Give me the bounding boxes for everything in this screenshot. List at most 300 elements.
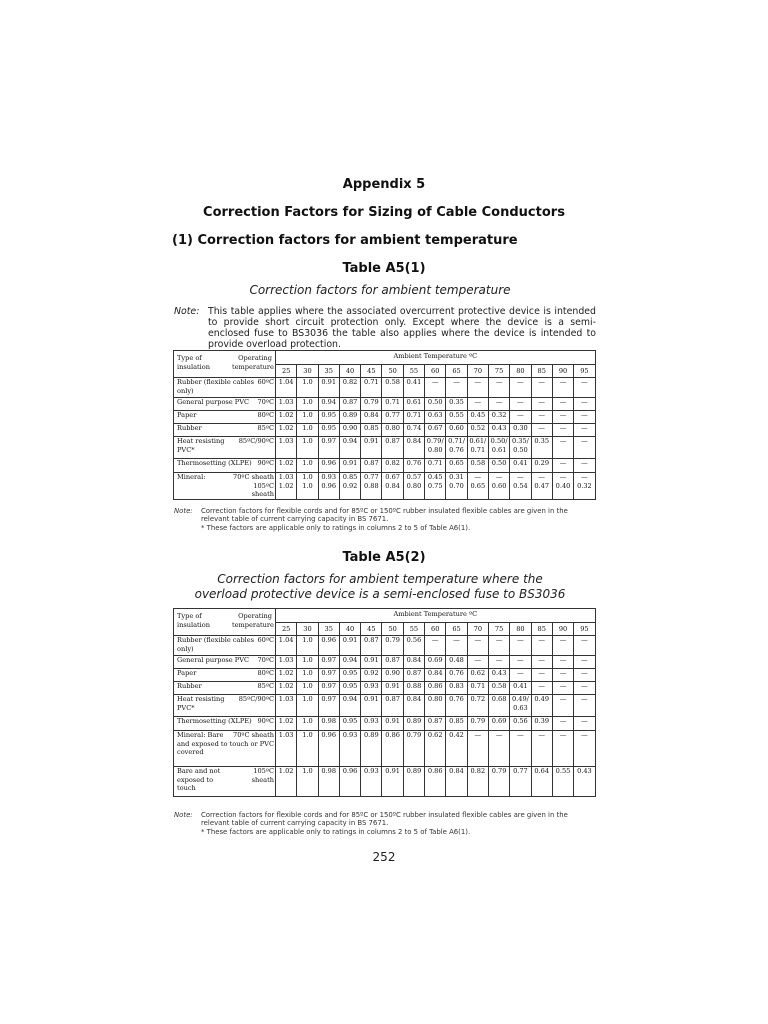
factor-cell: 1.02 (276, 669, 297, 682)
table-row (174, 695, 596, 717)
table-a5-1 (173, 350, 596, 500)
insulation-type: Mineral: (177, 473, 206, 481)
note-text: This table applies where the associated overcurrent protective device is intended to provide short circuit protection only. Except where the device is a semi-enclosed fuse to BS3036 the table also applies where the device is intended to provide overload protection. (208, 306, 596, 350)
factor-cell: 0.74 (403, 424, 424, 437)
factor-cell: 0.82 (467, 767, 488, 797)
factor-cell: 0.87 (382, 695, 403, 717)
factor-cell: — (488, 731, 509, 767)
factor-cell: 0.61 (403, 398, 424, 411)
insulation-type: Rubber (flexible cables only) (177, 636, 255, 653)
factor-cell: 1.0 (297, 424, 318, 437)
factor-cell: 0.77 (382, 411, 403, 424)
factor-cell: 1.0 (297, 695, 318, 717)
factor-cell: 0.50 (425, 398, 446, 411)
factor-cell: — (552, 682, 573, 695)
factor-cell: — (510, 669, 531, 682)
factor-cell: 0.77 0.88 (361, 473, 382, 500)
table-row (174, 424, 596, 437)
insulation-type-cell (174, 731, 276, 767)
factor-cell: 0.55 (552, 767, 573, 797)
factor-cell: 0.87 (382, 656, 403, 669)
factor-cell: — (552, 437, 573, 459)
insulation-type: Rubber (177, 424, 202, 432)
temperature-column-header: 55 (403, 365, 424, 378)
factor-cell: 1.0 (297, 398, 318, 411)
temperature-column-header: 70 (467, 623, 488, 636)
factor-cell: 0.56 (510, 717, 531, 731)
factor-cell: — (488, 656, 509, 669)
temperature-column-header: 35 (318, 365, 339, 378)
table-row (174, 767, 596, 797)
table-row (174, 669, 596, 682)
factor-cell: — 0.47 (531, 473, 552, 500)
factor-cell: 0.82 (382, 459, 403, 473)
factor-cell: 0.77 (510, 767, 531, 797)
factor-cell: 0.58 (382, 378, 403, 398)
table2-footnote (174, 811, 596, 837)
factor-cell: 0.86 (382, 731, 403, 767)
factor-cell: 0.72 (467, 695, 488, 717)
factor-cell: — (467, 656, 488, 669)
factor-cell: — 0.65 (467, 473, 488, 500)
factor-cell: 0.79 (403, 731, 424, 767)
footnote-asterisk: * These factors are applicable only to ratings in columns 2 to 5 of Table A6(1). (201, 828, 471, 836)
temperature-column-header: 95 (574, 623, 596, 636)
factor-cell: 0.43 (488, 424, 509, 437)
factor-cell: 0.88 (403, 682, 424, 695)
header-type-cell (174, 351, 276, 378)
factor-cell: 0.76 (403, 459, 424, 473)
factor-cell: — (552, 669, 573, 682)
factor-cell: 1.0 (297, 437, 318, 459)
factor-cell: 0.97 (318, 682, 339, 695)
factor-cell: 0.62 (467, 669, 488, 682)
factor-cell: 0.96 (318, 731, 339, 767)
factor-cell: — (574, 459, 596, 473)
factor-cell: 0.97 (318, 656, 339, 669)
factor-cell: — (488, 398, 509, 411)
factor-cell: 0.29 (531, 459, 552, 473)
factor-cell: — (574, 411, 596, 424)
factor-cell: 1.0 (297, 669, 318, 682)
type-of-insulation-label: Type of insulation (177, 354, 211, 371)
factor-cell: 0.71 (382, 398, 403, 411)
table-row (174, 378, 596, 398)
operating-temp: 80ºC (257, 411, 274, 419)
factor-cell: 1.0 1.0 (297, 473, 318, 500)
factor-cell: 0.97 (318, 437, 339, 459)
insulation-type-cell (174, 459, 276, 473)
factor-cell: 1.02 (276, 459, 297, 473)
factor-cell: 0.52 (467, 424, 488, 437)
factor-cell: — 0.40 (552, 473, 573, 500)
factor-cell: — (467, 636, 488, 656)
factor-cell: 0.45 0.75 (425, 473, 446, 500)
factor-cell: 0.93 0.96 (318, 473, 339, 500)
factor-cell: 0.87 (425, 717, 446, 731)
factor-cell: 0.50/ 0.61 (488, 437, 509, 459)
factor-cell: — (531, 682, 552, 695)
factor-cell: 0.89 (339, 411, 360, 424)
temperature-column-header: 90 (552, 623, 573, 636)
factor-cell: — (574, 682, 596, 695)
factor-cell: 0.91 (361, 695, 382, 717)
factor-cell: — (531, 636, 552, 656)
factor-cell: — (574, 378, 596, 398)
footnote-text: Correction factors for flexible cords and for 85ºC or 150ºC rubber insulated flexible cables are given in the relevant table of current carrying capacity in BS 7671. (201, 507, 568, 523)
factor-cell: 1.04 (276, 636, 297, 656)
factor-cell: 0.71 (467, 682, 488, 695)
factor-cell: — (574, 437, 596, 459)
factor-cell: — (446, 636, 467, 656)
factor-cell: — 0.54 (510, 473, 531, 500)
factor-cell: 0.42 (446, 731, 467, 767)
note-label: Note: (174, 306, 200, 317)
factor-cell: 0.95 (339, 669, 360, 682)
factor-cell: 0.93 (361, 767, 382, 797)
footnote-text: Correction factors for flexible cords and for 85ºC or 150ºC rubber insulated flexible cables are given in the relevant table of current carrying capacity in BS 7671. (201, 811, 568, 827)
operating-temperature-label: Operating temperature (232, 612, 274, 629)
factor-cell: — (531, 656, 552, 669)
insulation-type-cell (174, 378, 276, 398)
factor-cell: 0.62 (425, 731, 446, 767)
factor-cell: 0.50 (488, 459, 509, 473)
factor-cell: 0.49/ 0.63 (510, 695, 531, 717)
table-row (174, 398, 596, 411)
insulation-type-cell (174, 695, 276, 717)
factor-cell: 0.43 (574, 767, 596, 797)
temperature-column-header: 75 (488, 365, 509, 378)
factor-cell: 0.85 (446, 717, 467, 731)
table1-footnote (174, 507, 596, 533)
table-row (174, 656, 596, 669)
table2-subtitle: Correction factors for ambient temperature where the overload protective device is a semi-enclosed fuse to BS3036 (194, 572, 566, 601)
factor-cell: 1.0 (297, 717, 318, 731)
factor-cell: — (552, 424, 573, 437)
factor-cell: 0.95 (318, 424, 339, 437)
factor-cell: — (574, 636, 596, 656)
factor-cell: 1.0 (297, 731, 318, 767)
factor-cell: 0.49 (531, 695, 552, 717)
page-number: 252 (372, 850, 396, 864)
factor-cell: 0.79 (467, 717, 488, 731)
chapter-title: Correction Factors for Sizing of Cable Conductors (203, 205, 565, 220)
factor-cell: 0.87 (382, 437, 403, 459)
factor-cell: 0.84 (425, 669, 446, 682)
insulation-type: Heat resisting PVC* (177, 437, 225, 454)
factor-cell: 1.02 (276, 682, 297, 695)
insulation-type: Paper (177, 411, 197, 419)
operating-temp: 80ºC (257, 669, 274, 677)
insulation-type: Paper (177, 669, 197, 677)
factor-cell: 0.58 (488, 682, 509, 695)
insulation-type-cell (174, 717, 276, 731)
factor-cell: 0.65 (446, 459, 467, 473)
factor-cell: — (552, 656, 573, 669)
factor-cell: 0.35 (446, 398, 467, 411)
insulation-type-cell (174, 473, 276, 500)
factor-cell: — (531, 378, 552, 398)
factor-cell: 0.92 (361, 669, 382, 682)
factor-cell: 1.03 1.02 (276, 473, 297, 500)
factor-cell: 0.39 (531, 717, 552, 731)
insulation-type-cell (174, 437, 276, 459)
appendix-title: Appendix 5 (342, 177, 426, 192)
factor-cell: 1.0 (297, 767, 318, 797)
factor-cell: 0.84 (403, 656, 424, 669)
factor-cell: 0.93 (361, 682, 382, 695)
factor-cell: 0.90 (339, 424, 360, 437)
factor-cell: — (574, 656, 596, 669)
factor-cell: — (510, 636, 531, 656)
operating-temperature-label: Operating temperature (232, 354, 274, 371)
factor-cell: 0.85 0.92 (339, 473, 360, 500)
factor-cell: — (510, 731, 531, 767)
temperature-column-header: 25 (276, 623, 297, 636)
factor-cell: 1.0 (297, 682, 318, 695)
footnote-label: Note: (174, 507, 193, 515)
factor-cell: — (425, 636, 446, 656)
factor-cell: — (552, 378, 573, 398)
factor-cell: 1.04 (276, 378, 297, 398)
factor-cell: — (552, 636, 573, 656)
factor-cell: 0.67 (425, 424, 446, 437)
insulation-type: General purpose PVC (177, 656, 250, 664)
factor-cell: 1.02 (276, 767, 297, 797)
factor-cell: 0.93 (339, 731, 360, 767)
operating-temp: 90ºC (257, 717, 274, 725)
factor-cell: — (574, 398, 596, 411)
footnote-asterisk: * These factors are applicable only to ratings in columns 2 to 5 of Table A6(1). (201, 524, 471, 532)
factor-cell: 1.02 (276, 424, 297, 437)
operating-temp: 60ºC (257, 636, 274, 644)
factor-cell: 0.91 (382, 717, 403, 731)
temperature-column-header: 40 (339, 365, 360, 378)
factor-cell: 0.95 (318, 411, 339, 424)
table1-caption: Table A5(1) (342, 261, 426, 276)
temperature-column-header: 75 (488, 623, 509, 636)
factor-cell: 0.57 0.80 (403, 473, 424, 500)
temperature-column-header: 45 (361, 623, 382, 636)
operating-temp: 70ºC sheath 105ºC sheath (233, 473, 274, 499)
insulation-type: Rubber (flexible cables only) (177, 378, 255, 395)
temperature-column-header: 50 (382, 623, 403, 636)
operating-temp: 70ºC (257, 656, 274, 664)
insulation-type-cell (174, 424, 276, 437)
temperature-column-header: 25 (276, 365, 297, 378)
table-row (174, 437, 596, 459)
factor-cell: 0.45 (467, 411, 488, 424)
factor-cell: 0.58 (467, 459, 488, 473)
factor-cell: 0.94 (318, 398, 339, 411)
factor-cell: — (574, 695, 596, 717)
factor-cell: 0.96 (318, 636, 339, 656)
factor-cell: — (574, 424, 596, 437)
factor-cell: 1.03 (276, 731, 297, 767)
factor-cell: 0.89 (403, 767, 424, 797)
factor-cell: 0.87 (339, 398, 360, 411)
insulation-type-cell (174, 682, 276, 695)
temperature-column-header: 85 (531, 623, 552, 636)
factor-cell: 0.71 (403, 411, 424, 424)
factor-cell: 1.0 (297, 636, 318, 656)
table-row (174, 682, 596, 695)
factor-cell: 0.87 (403, 669, 424, 682)
factor-cell: 0.91 (361, 437, 382, 459)
operating-temp: 60ºC (257, 378, 274, 386)
factor-cell: 0.41 (510, 459, 531, 473)
factor-cell: — 0.60 (488, 473, 509, 500)
insulation-type-cell (174, 669, 276, 682)
temperature-column-header: 70 (467, 365, 488, 378)
temperature-column-header: 50 (382, 365, 403, 378)
temperature-column-header: 30 (297, 365, 318, 378)
factor-cell: 0.55 (446, 411, 467, 424)
factor-cell: 0.76 (446, 669, 467, 682)
factor-cell: 0.91 (339, 459, 360, 473)
factor-cell: — (531, 424, 552, 437)
factor-cell: 0.35/ 0.50 (510, 437, 531, 459)
factor-cell: 0.41 (510, 682, 531, 695)
factor-cell: 1.03 (276, 656, 297, 669)
factor-cell: 0.82 (339, 378, 360, 398)
table-row (174, 473, 596, 500)
factor-cell: — (531, 731, 552, 767)
factor-cell: — (467, 378, 488, 398)
factor-cell: 1.03 (276, 695, 297, 717)
insulation-type: Bare and not exposed to touch (177, 767, 221, 793)
factor-cell: 0.87 (361, 636, 382, 656)
insulation-type: Mineral: Bare and exposed to touch or PVC covered (177, 731, 274, 757)
factor-cell: — (574, 717, 596, 731)
factor-cell: 1.02 (276, 717, 297, 731)
factor-cell: — (531, 411, 552, 424)
factor-cell: 0.94 (339, 656, 360, 669)
ambient-temperature-header: Ambient Temperature ºC (276, 609, 596, 623)
factor-cell: 1.03 (276, 398, 297, 411)
factor-cell: — (552, 398, 573, 411)
factor-cell: — 0.32 (574, 473, 596, 500)
temperature-column-header: 80 (510, 623, 531, 636)
factor-cell: 0.91 (382, 767, 403, 797)
table1-subtitle: Correction factors for ambient temperature (249, 283, 511, 297)
temperature-column-header: 40 (339, 623, 360, 636)
factor-cell: 1.02 (276, 411, 297, 424)
factor-cell: 0.84 (403, 437, 424, 459)
factor-cell: 0.79 (382, 636, 403, 656)
factor-cell: 0.93 (361, 717, 382, 731)
factor-cell: 0.96 (318, 459, 339, 473)
factor-cell: — (510, 656, 531, 669)
operating-temp: 85ºC (257, 424, 274, 432)
factor-cell: — (510, 398, 531, 411)
factor-cell: 0.63 (425, 411, 446, 424)
factor-cell: — (552, 411, 573, 424)
operating-temp: 85ºC/90ºC (238, 695, 274, 703)
insulation-type: Rubber (177, 682, 202, 690)
factor-cell: — (552, 731, 573, 767)
operating-temp: 85ºC (257, 682, 274, 690)
factor-cell: 0.98 (318, 717, 339, 731)
table-row (174, 411, 596, 424)
factor-cell: 0.91 (382, 682, 403, 695)
temperature-column-header: 60 (425, 623, 446, 636)
factor-cell: 0.43 (488, 669, 509, 682)
factor-cell: 0.56 (403, 636, 424, 656)
factor-cell: 0.68 (488, 695, 509, 717)
insulation-type: General purpose PVC (177, 398, 250, 406)
factor-cell: 0.91 (361, 656, 382, 669)
factor-cell: — (552, 459, 573, 473)
factor-cell: 1.0 (297, 411, 318, 424)
factor-cell: — (510, 378, 531, 398)
factor-cell: 1.0 (297, 378, 318, 398)
factor-cell: 0.79 (361, 398, 382, 411)
table-row (174, 636, 596, 656)
insulation-type: Thermosetting (XLPE) (177, 717, 252, 725)
operating-temp: 105ºC sheath (251, 767, 274, 784)
factor-cell: 0.87 (361, 459, 382, 473)
factor-cell: 0.31 0.70 (446, 473, 467, 500)
factor-cell: 0.84 (446, 767, 467, 797)
temperature-column-header: 45 (361, 365, 382, 378)
insulation-type-cell (174, 411, 276, 424)
factor-cell: 0.94 (339, 695, 360, 717)
factor-cell: 0.84 (361, 411, 382, 424)
factor-cell: 0.61/ 0.71 (467, 437, 488, 459)
factor-cell: 0.79 (488, 767, 509, 797)
factor-cell: 0.48 (446, 656, 467, 669)
type-of-insulation-label: Type of insulation (177, 612, 211, 629)
temperature-column-header: 95 (574, 365, 596, 378)
insulation-type-cell (174, 656, 276, 669)
temperature-column-header: 60 (425, 365, 446, 378)
factor-cell: 1.0 (297, 656, 318, 669)
factor-cell: 0.89 (361, 731, 382, 767)
factor-cell: — (574, 669, 596, 682)
factor-cell: 0.86 (425, 682, 446, 695)
factor-cell: — (531, 398, 552, 411)
temperature-column-header: 55 (403, 623, 424, 636)
factor-cell: 0.98 (318, 767, 339, 797)
factor-cell: 0.32 (488, 411, 509, 424)
factor-cell: 0.97 (318, 695, 339, 717)
table-row (174, 731, 596, 767)
factor-cell: 0.41 (403, 378, 424, 398)
operating-temp: 85ºC/90ºC (238, 437, 274, 445)
section-title: (1) Correction factors for ambient temperature (172, 233, 518, 248)
factor-cell: 0.86 (425, 767, 446, 797)
factor-cell: 0.90 (382, 669, 403, 682)
factor-cell: 0.64 (531, 767, 552, 797)
factor-cell: 1.03 (276, 437, 297, 459)
factor-cell: 0.30 (510, 424, 531, 437)
header-type-cell (174, 609, 276, 636)
factor-cell: 0.80 (382, 424, 403, 437)
factor-cell: — (467, 398, 488, 411)
factor-cell: 0.85 (361, 424, 382, 437)
factor-cell: — (552, 695, 573, 717)
temperature-column-header: 90 (552, 365, 573, 378)
table-a5-2 (173, 608, 596, 797)
insulation-type-cell (174, 398, 276, 411)
temperature-column-header: 85 (531, 365, 552, 378)
factor-cell: — (425, 378, 446, 398)
footnote-label: Note: (174, 811, 193, 819)
factor-cell: 0.80 (425, 695, 446, 717)
factor-cell: 0.76 (446, 695, 467, 717)
temperature-column-header: 35 (318, 623, 339, 636)
